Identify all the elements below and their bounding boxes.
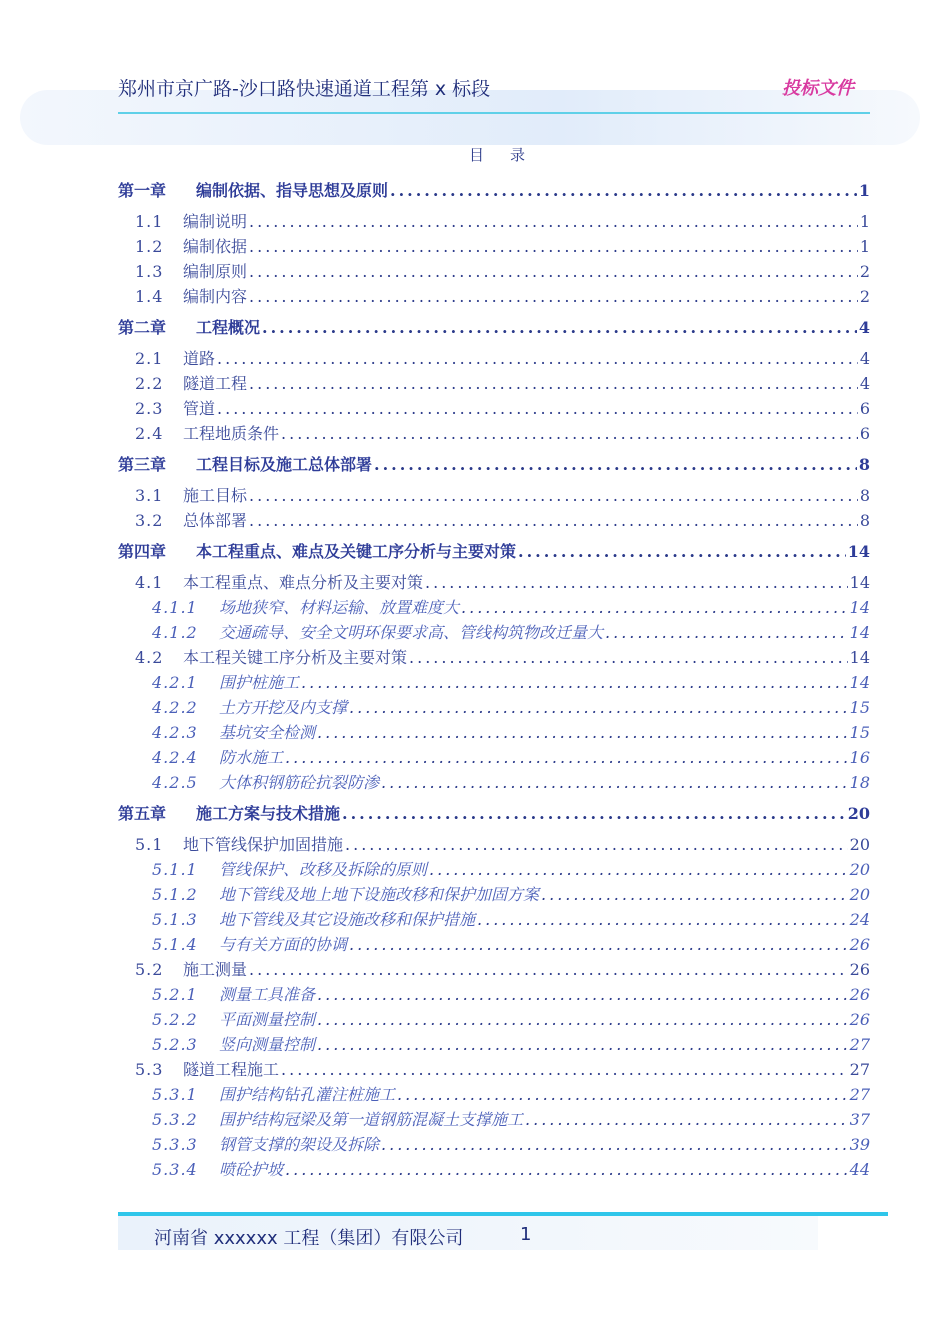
toc-entry-text: 编制说明 [183, 212, 248, 231]
toc-entry[interactable] [118, 452, 870, 478]
toc-leader-dots [397, 1082, 848, 1107]
toc-entry-text: 大体积钢筋砼抗裂防渗 [219, 773, 380, 792]
toc-entry-page: 18 [849, 773, 870, 792]
toc-entry-text: 工程目标及施工总体部署 [196, 455, 373, 474]
toc-entry-label [152, 770, 379, 795]
toc-entry-page: 6 [859, 424, 870, 443]
toc-entry-text: 平面测量控制 [219, 1010, 316, 1029]
toc-entry-page: 20 [849, 860, 870, 879]
toc-entry-label [118, 801, 340, 827]
toc-entry-number: 2.3 [135, 399, 164, 418]
toc-entry[interactable] [118, 284, 870, 309]
toc-entry[interactable] [118, 645, 870, 670]
toc-entry-page: 8 [859, 486, 870, 505]
toc-entry-label [152, 882, 539, 907]
toc-entry-number: 5.2.1 [152, 985, 198, 1004]
toc-entry-label [135, 483, 247, 508]
toc-entry-page: 27 [849, 1060, 870, 1079]
toc-leader-dots [301, 670, 848, 695]
toc-leader-dots [477, 907, 848, 932]
toc-entry-text: 总体部署 [183, 511, 248, 530]
toc-entry-label [135, 570, 423, 595]
toc-leader-dots [349, 695, 848, 720]
toc-heading: 目录 [468, 146, 551, 164]
toc-entry-label [135, 284, 247, 309]
toc-entry-label [152, 595, 459, 620]
toc-leader-dots [605, 620, 848, 645]
toc-entry-label [135, 645, 407, 670]
toc-entry[interactable] [118, 857, 870, 882]
toc-entry-label [135, 1057, 279, 1082]
toc-entry-number: 5.2.2 [152, 1010, 198, 1029]
toc-entry-label [135, 371, 247, 396]
toc-leader-dots [281, 421, 858, 446]
toc-entry-label [135, 957, 247, 982]
toc-entry[interactable] [118, 1107, 870, 1132]
toc-entry[interactable] [118, 957, 870, 982]
toc-entry[interactable] [118, 1157, 870, 1182]
toc-entry-text: 编制原则 [183, 262, 248, 281]
toc-leader-dots [342, 801, 846, 827]
toc-entry-label [152, 1032, 315, 1057]
toc-leader-dots [381, 1132, 848, 1157]
toc-entry-label [135, 209, 247, 234]
toc-leader-dots [317, 982, 848, 1007]
toc-entry-page: 4 [858, 318, 870, 337]
toc-leader-dots [461, 595, 848, 620]
toc-entry-page: 27 [849, 1085, 870, 1104]
toc-entry-number: 5.3 [135, 1060, 164, 1079]
toc-entry-text: 交通疏导、安全文明环保要求高、管线构筑物改迁量大 [219, 623, 604, 642]
toc-entry-number: 第三章 [118, 455, 167, 474]
toc-entry-text: 工程概况 [196, 318, 261, 337]
toc-entry-label [135, 234, 247, 259]
toc-entry-page: 24 [849, 910, 870, 929]
toc-entry-page: 26 [849, 985, 870, 1004]
toc-entry-label [135, 832, 343, 857]
toc-entry[interactable] [118, 396, 870, 421]
toc-entry-text: 地下管线及地上地下设施改移和保护加固方案 [219, 885, 540, 904]
toc-entry[interactable] [118, 982, 870, 1007]
toc-entry-page: 14 [849, 573, 870, 592]
toc-entry-number: 第二章 [118, 318, 167, 337]
toc-entry-number: 5.3.2 [152, 1110, 198, 1129]
toc-entry[interactable] [118, 832, 870, 857]
toc-entry-text: 施工测量 [183, 960, 248, 979]
toc-entry-label [152, 720, 315, 745]
toc-entry-number: 1.4 [135, 287, 164, 306]
toc-entry-text: 施工目标 [183, 486, 248, 505]
toc-entry-label [135, 259, 247, 284]
toc-entry-label [152, 907, 475, 932]
toc-entry-number: 4.2.4 [152, 748, 198, 767]
toc-entry[interactable] [118, 259, 870, 284]
toc-entry[interactable] [118, 178, 870, 204]
toc-entry-number: 4.2.2 [152, 698, 198, 717]
toc-entry[interactable] [118, 1082, 870, 1107]
toc-entry-page: 1 [859, 237, 870, 256]
toc-entry-number: 4.2.5 [152, 773, 198, 792]
toc-leader-dots [390, 178, 857, 204]
toc-entry[interactable] [118, 1057, 870, 1082]
toc-entry-page: 26 [849, 1010, 870, 1029]
toc-leader-dots [349, 932, 848, 957]
toc-entry-label [152, 982, 315, 1007]
toc-entry-number: 2.2 [135, 374, 164, 393]
toc-entry-text: 与有关方面的协调 [219, 935, 348, 954]
toc-entry-label [152, 932, 347, 957]
toc-entry-text: 地下管线及其它设施改移和保护措施 [219, 910, 476, 929]
toc-entry[interactable] [118, 801, 870, 827]
toc-entry-number: 5.3.4 [152, 1160, 198, 1179]
toc-entry-number: 第五章 [118, 804, 167, 823]
toc-entry-page: 14 [849, 648, 870, 667]
toc-leader-dots [374, 452, 857, 478]
toc-entry-label [152, 1157, 283, 1182]
toc-entry-number: 2.4 [135, 424, 164, 443]
toc-entry-label [152, 670, 299, 695]
toc-entry-page: 20 [847, 804, 870, 823]
toc-entry-label [118, 178, 388, 204]
toc-entry-text: 围护桩施工 [219, 673, 300, 692]
toc-entry-page: 16 [849, 748, 870, 767]
toc-entry-text: 基坑安全检测 [219, 723, 316, 742]
toc-entry[interactable] [118, 371, 870, 396]
toc-leader-dots [409, 645, 848, 670]
toc-leader-dots [217, 396, 858, 421]
toc-entry-label [152, 1107, 523, 1132]
toc-entry-label [152, 1082, 395, 1107]
toc-entry-number: 第四章 [118, 542, 167, 561]
toc-leader-dots [317, 1032, 848, 1057]
toc-entry[interactable] [118, 907, 870, 932]
toc-entry-page: 20 [849, 885, 870, 904]
toc-leader-dots [249, 234, 858, 259]
toc-entry-number: 5.1 [135, 835, 164, 854]
toc-entry-number: 5.2.3 [152, 1035, 198, 1054]
document-title: 郑州市京广路-沙口路快速通道工程第 x 标段 [118, 78, 491, 100]
toc-entry-label [152, 1007, 315, 1032]
toc-entry-number: 1.3 [135, 262, 164, 281]
toc-entry-text: 编制依据、指导思想及原则 [196, 181, 389, 200]
page-number: 1 [520, 1224, 532, 1245]
document-tag: 投标文件 [782, 78, 854, 99]
toc-entry-text: 钢管支撑的架设及拆除 [219, 1135, 380, 1154]
toc-entry-text: 管线保护、改移及拆除的原则 [219, 860, 428, 879]
toc-entry-text: 围护结构钻孔灌注桩施工 [219, 1085, 396, 1104]
toc-entry-page: 15 [849, 723, 870, 742]
toc-leader-dots [249, 508, 858, 533]
toc-entry-page: 4 [859, 349, 870, 368]
toc-entry-number: 4.1.2 [152, 623, 198, 642]
toc-entry-number: 第一章 [118, 181, 167, 200]
toc-entry-page: 4 [859, 374, 870, 393]
toc-entry[interactable] [118, 1032, 870, 1057]
toc-entry-page: 20 [849, 835, 870, 854]
toc-entry-text: 场地狭窄、材料运输、放置难度大 [219, 598, 460, 617]
toc-entry[interactable] [118, 1132, 870, 1157]
toc-entry-number: 5.2 [135, 960, 164, 979]
toc-leader-dots [249, 209, 858, 234]
toc-entry-text: 隧道工程 [183, 374, 248, 393]
toc-entry-number: 4.2.3 [152, 723, 198, 742]
toc-entry-label [152, 620, 603, 645]
toc-entry-text: 本工程重点、难点及关键工序分析与主要对策 [196, 542, 517, 561]
toc-entry-number: 5.1.4 [152, 935, 198, 954]
toc-entry[interactable] [118, 770, 870, 795]
toc-entry-label [118, 539, 516, 565]
toc-leader-dots [518, 539, 846, 565]
footer-company: 河南省 xxxxxx 工程（集团）有限公司 [154, 1228, 464, 1249]
toc-entry-label [135, 508, 247, 533]
toc-entry-text: 管道 [183, 399, 216, 418]
toc-entry-page: 15 [849, 698, 870, 717]
toc-entry-text: 竖向测量控制 [219, 1035, 316, 1054]
toc-entry-number: 5.3.3 [152, 1135, 198, 1154]
toc-entry-page: 1 [859, 212, 870, 231]
toc-entry-page: 39 [849, 1135, 870, 1154]
toc-entry-page: 27 [849, 1035, 870, 1054]
toc-entry-page: 37 [849, 1110, 870, 1129]
toc-entry-page: 14 [847, 542, 870, 561]
toc-leader-dots [425, 570, 848, 595]
toc-entry[interactable] [118, 346, 870, 371]
toc-leader-dots [285, 745, 848, 770]
toc-entry-number: 5.1.3 [152, 910, 198, 929]
toc-leader-dots [317, 1007, 848, 1032]
toc-leader-dots [317, 720, 848, 745]
toc-entry-page: 14 [849, 623, 870, 642]
toc-leader-dots [381, 770, 848, 795]
toc-leader-dots [525, 1107, 848, 1132]
toc-leader-dots [249, 957, 848, 982]
toc-entry-number: 5.3.1 [152, 1085, 198, 1104]
toc-entry[interactable] [118, 1007, 870, 1032]
toc-entry[interactable] [118, 595, 870, 620]
toc-entry-text: 编制内容 [183, 287, 248, 306]
toc-entry-label [135, 421, 279, 446]
toc-entry-label [118, 315, 260, 341]
toc-entry[interactable] [118, 695, 870, 720]
toc-entry[interactable] [118, 720, 870, 745]
toc-entry-page: 26 [849, 935, 870, 954]
toc-entry-page: 14 [849, 598, 870, 617]
toc-entry-number: 3.2 [135, 511, 164, 530]
toc-entry-text: 喷砼护坡 [219, 1160, 284, 1179]
toc-entry-label [118, 452, 372, 478]
toc-entry-text: 防水施工 [219, 748, 284, 767]
header-divider [118, 112, 870, 114]
toc-leader-dots [249, 371, 858, 396]
toc-leader-dots [217, 346, 858, 371]
toc-entry[interactable] [118, 620, 870, 645]
toc-leader-dots [249, 284, 858, 309]
toc-entry-label [135, 396, 215, 421]
toc-leader-dots [249, 259, 858, 284]
toc-entry-number: 5.1.1 [152, 860, 198, 879]
toc-entry-text: 测量工具准备 [219, 985, 316, 1004]
toc-entry[interactable] [118, 508, 870, 533]
toc-entry-number: 5.1.2 [152, 885, 198, 904]
toc-entry[interactable] [118, 234, 870, 259]
toc-entry-number: 4.1 [135, 573, 164, 592]
toc-entry-label [152, 857, 427, 882]
toc-entry[interactable] [118, 745, 870, 770]
toc-entry-text: 施工方案与技术措施 [196, 804, 341, 823]
toc-entry-text: 编制依据 [183, 237, 248, 256]
toc-leader-dots [262, 315, 857, 341]
toc-entry-text: 土方开挖及内支撑 [219, 698, 348, 717]
toc-entry[interactable] [118, 483, 870, 508]
toc-entry-page: 14 [849, 673, 870, 692]
toc-entry-text: 本工程关键工序分析及主要对策 [183, 648, 408, 667]
toc-entry-page: 8 [858, 455, 870, 474]
table-of-contents [118, 172, 870, 1182]
toc-leader-dots [249, 483, 858, 508]
toc-entry-label [152, 695, 347, 720]
toc-entry-text: 围护结构冠梁及第一道钢筋混凝土支撑施工 [219, 1110, 524, 1129]
toc-entry[interactable] [118, 421, 870, 446]
toc-entry-number: 1.2 [135, 237, 164, 256]
toc-entry-page: 6 [859, 399, 870, 418]
toc-entry-label [152, 745, 283, 770]
toc-entry-page: 2 [859, 262, 870, 281]
toc-entry[interactable] [118, 882, 870, 907]
toc-entry-page: 26 [849, 960, 870, 979]
toc-entry-text: 隧道工程施工 [183, 1060, 280, 1079]
toc-entry-page: 2 [859, 287, 870, 306]
toc-leader-dots [345, 832, 848, 857]
toc-entry-page: 8 [859, 511, 870, 530]
toc-entry-page: 1 [858, 181, 870, 200]
toc-entry-text: 地下管线保护加固措施 [183, 835, 344, 854]
toc-entry-page: 44 [849, 1160, 870, 1179]
toc-entry-number: 4.2.1 [152, 673, 198, 692]
toc-entry[interactable] [118, 539, 870, 565]
toc-entry[interactable] [118, 315, 870, 341]
toc-leader-dots [429, 857, 848, 882]
toc-entry[interactable] [118, 670, 870, 695]
toc-entry[interactable] [118, 209, 870, 234]
toc-entry-number: 2.1 [135, 349, 164, 368]
toc-entry[interactable] [118, 570, 870, 595]
toc-entry-number: 1.1 [135, 212, 164, 231]
toc-entry-text: 道路 [183, 349, 216, 368]
toc-leader-dots [285, 1157, 848, 1182]
toc-leader-dots [541, 882, 848, 907]
toc-entry-label [152, 1132, 379, 1157]
toc-entry-number: 4.1.1 [152, 598, 198, 617]
toc-leader-dots [281, 1057, 848, 1082]
toc-entry-number: 3.1 [135, 486, 164, 505]
toc-entry-number: 4.2 [135, 648, 164, 667]
toc-entry-text: 本工程重点、难点分析及主要对策 [183, 573, 424, 592]
toc-entry-label [135, 346, 215, 371]
toc-entry[interactable] [118, 932, 870, 957]
toc-entry-text: 工程地质条件 [183, 424, 280, 443]
